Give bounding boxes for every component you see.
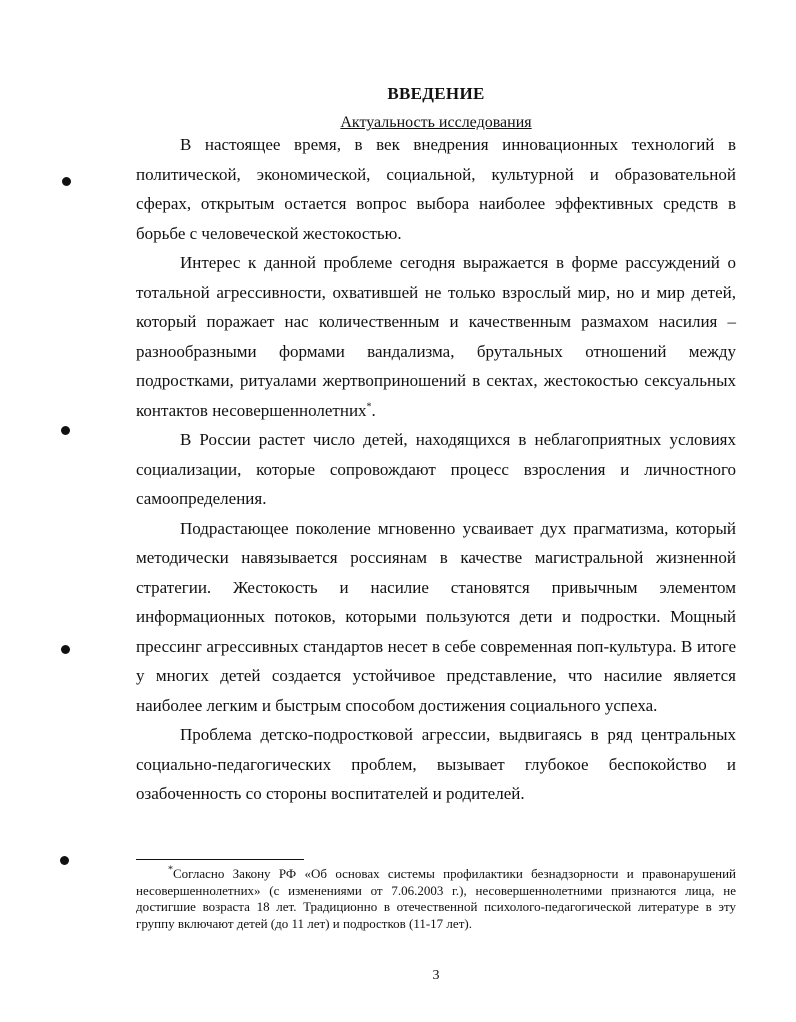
binder-hole-mark bbox=[61, 426, 70, 435]
footnote-marker: * bbox=[168, 864, 173, 876]
paragraph-end-period: . bbox=[371, 400, 376, 420]
paragraph: В настоящее время, в век внедрения инновационных технологий в политической, экономической, социальной, культурной и образовательной сферах, открытым остается вопрос выбора наиболее эффективных средств в борьбе с человеческой жестокостью. bbox=[136, 135, 736, 243]
binder-hole-mark bbox=[61, 645, 70, 654]
binder-hole-mark bbox=[62, 177, 71, 186]
paragraph bbox=[136, 248, 736, 425]
section-subtitle: Актуальность исследования bbox=[340, 114, 532, 131]
footnote-text: Согласно Закону РФ «Об основах системы профилактики безнадзорности и правонарушений несовершеннолетних» (с изменениями от 7.06.2003 г.), несовершеннолетними признаются лица, не достигшие возраста 18 лет. Традиционно в отечественной психолого-педагогической литературе в эту группу включают детей (до 11 лет) и подростков (11-17 лет). bbox=[136, 866, 736, 931]
footnote-separator bbox=[136, 859, 304, 860]
page-title: ВВЕДЕНИЕ bbox=[387, 84, 485, 103]
footnote bbox=[136, 866, 736, 932]
page-number: 3 bbox=[432, 968, 440, 983]
paragraph: В России растет число детей, находящихся в неблагоприятных условиях социализации, которые сопровождают процесс взросления и личностного самоопределения. bbox=[136, 430, 736, 508]
paragraph: Проблема детско-подростковой агрессии, выдвигаясь в ряд центральных социально-педагогических проблем, вызывает глубокое беспокойство и озабоченность со стороны воспитателей и родителей. bbox=[136, 725, 736, 803]
footnote-marker: * bbox=[366, 400, 372, 412]
paragraph-text: Интерес к данной проблеме сегодня выражается в форме рассуждений о тотальной агрессивности, охватившей не только взрослый мир, но и мир детей, который поражает нас количественным и качественным размахом насилия – разнообразными формами вандализма, брутальных отношений между подростками, ритуалами жертвоприношений в сектах, жестокостью сексуальных контактов несовершеннолетних bbox=[136, 253, 736, 420]
binder-hole-mark bbox=[60, 856, 69, 865]
paragraph: Подрастающее поколение мгновенно усваивает дух прагматизма, который методически навязывается россиянам в качестве магистральной жизненной стратегии. Жестокость и насилие становятся привычным элементом информационных потоков, которыми пользуются дети и подростки. Мощный прессинг агрессивных стандартов несет в себе современная поп-культура. В итоге у многих детей создается устойчивое представление, что насилие является наиболее легким и быстрым способом достижения социального успеха. bbox=[136, 518, 736, 715]
main-text bbox=[136, 130, 736, 809]
